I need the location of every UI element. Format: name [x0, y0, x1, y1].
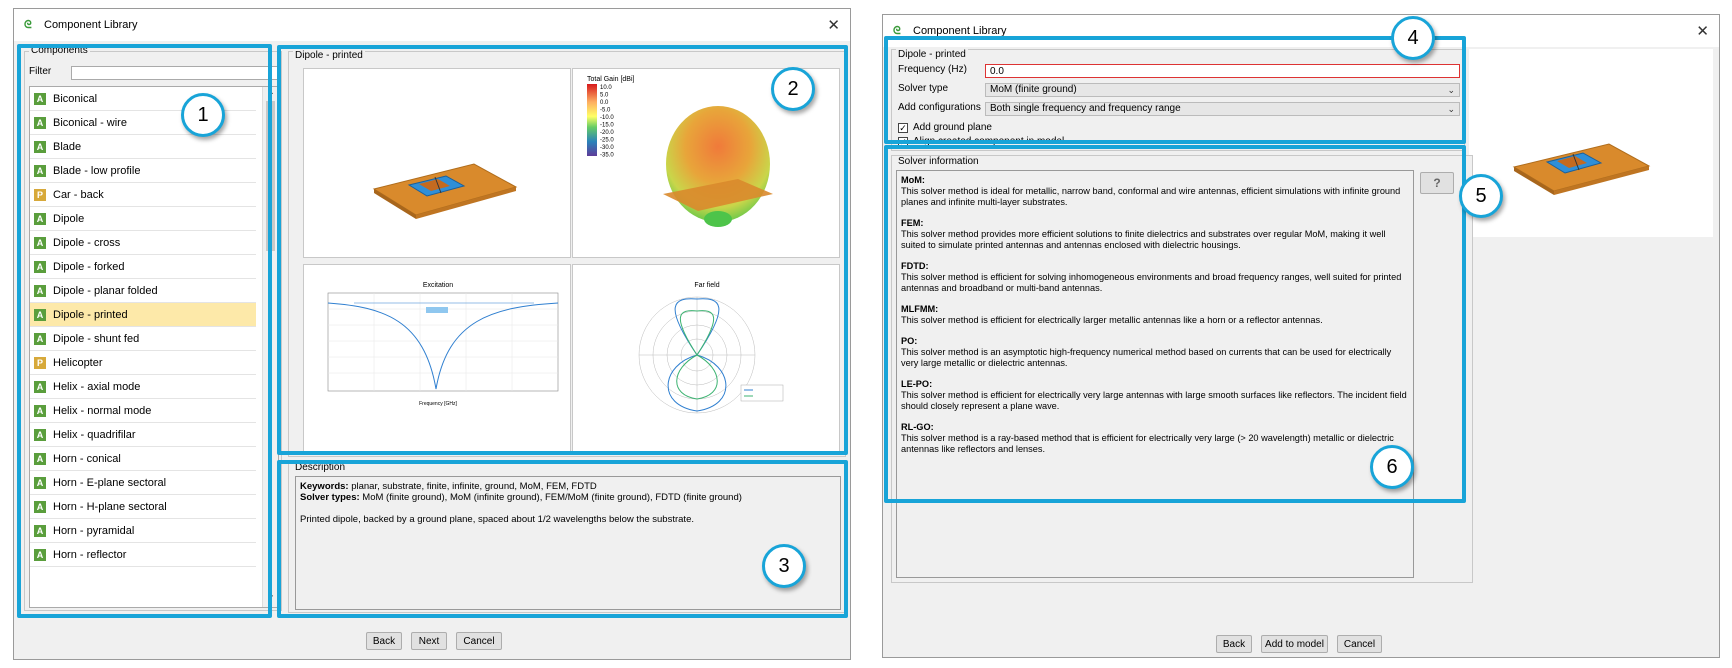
solver-method-name: MoM: — [901, 175, 925, 185]
component-library-dialog-left — [13, 8, 851, 660]
solver-method — [901, 175, 1409, 208]
gain-tick-label: 10.0 — [600, 85, 612, 91]
list-scrollbar[interactable] — [262, 87, 278, 607]
scroll-up-icon[interactable]: ▲ — [266, 87, 275, 96]
list-item-label: Car - back — [53, 188, 104, 201]
callout-4: 4 — [1391, 16, 1435, 60]
solver-type-label: Solver type — [898, 83, 949, 94]
align-component-label: Align created component in model — [913, 136, 1065, 147]
gain-colorbar-title: Total Gain [dBi] — [587, 76, 635, 83]
list-item-label: Horn - pyramidal — [53, 524, 135, 537]
antenna-icon: A — [34, 549, 46, 561]
solver-method-text: This solver method is ideal for metallic, narrow band, conformal and wire antennas, efficient simulations with infinite ground planes and infinite multi-layer substrates. — [901, 186, 1401, 207]
solver-method-text: This solver method is an asymptotic high-frequency numerical method based on currents that can be used for electrically very large metallic or dielectric antennas. — [901, 347, 1392, 368]
solver-method-text: This solver method is efficient for electrically larger metallic antennas like a horn or a reflector antennas. — [901, 315, 1323, 325]
antenna-icon: A — [34, 261, 46, 273]
list-item-label: Horn - E-plane sectoral — [53, 476, 167, 489]
list-item-label: Biconical - wire — [53, 116, 127, 129]
add-to-model-button[interactable]: Add to model — [1261, 635, 1328, 653]
components-group-label: Components — [31, 45, 88, 56]
gain-tick-label: 0.0 — [600, 100, 609, 106]
list-item[interactable] — [30, 303, 256, 327]
antenna-icon: A — [34, 453, 46, 465]
app-logo-icon: ᘓ — [24, 19, 32, 31]
chevron-down-icon: ⌄ — [1447, 104, 1455, 114]
description-box — [295, 476, 841, 610]
list-item-label: Blade - low profile — [53, 164, 141, 177]
filter-input[interactable] — [71, 66, 279, 80]
list-item-label: Horn - H-plane sectoral — [53, 500, 167, 513]
model-preview — [1469, 49, 1713, 237]
dialog-title: Component Library — [913, 25, 1007, 37]
geometry-preview — [303, 68, 571, 258]
model-preview-image — [1469, 49, 1713, 237]
list-item[interactable] — [30, 423, 256, 447]
component-list — [29, 86, 279, 608]
frequency-input[interactable] — [985, 64, 1460, 78]
list-item[interactable] — [30, 447, 256, 471]
solver-info-group-label: Solver information — [898, 156, 979, 167]
checkbox-checked-icon: ✓ — [899, 136, 907, 147]
list-item-label: Dipole — [53, 212, 85, 225]
solver-method — [901, 304, 1409, 326]
solver-method-text: This solver method is a ray-based method that is efficient for electrically very large (> 20 wavelength) metallic or dielectric antennas like reflectors and lenses. — [901, 433, 1394, 454]
scroll-down-icon[interactable]: ▼ — [266, 593, 275, 602]
antenna-icon: A — [34, 525, 46, 537]
solver-types-value: MoM (finite ground), MoM (infinite ground), FEM/MoM (finite ground), FDTD (finite ground) — [359, 492, 742, 503]
antenna-icon: A — [34, 93, 46, 105]
chevron-down-icon: ⌄ — [1447, 85, 1455, 95]
add-config-label: Add configurations — [898, 102, 981, 113]
list-item[interactable] — [30, 135, 256, 159]
antenna-icon: A — [34, 117, 46, 129]
description-text: Printed dipole, backed by a ground plane, spaced about 1/2 wavelengths below the substrate. — [300, 514, 694, 525]
solver-method — [901, 261, 1409, 294]
geometry-image — [304, 69, 572, 259]
list-item[interactable] — [30, 471, 256, 495]
add-ground-plane-label: Add ground plane — [913, 122, 992, 133]
solver-method-name: PO: — [901, 336, 918, 346]
list-item-label: Helix - quadrifilar — [53, 428, 136, 441]
solver-method — [901, 422, 1409, 455]
solver-method-name: LE-PO: — [901, 379, 933, 389]
antenna-icon: A — [34, 405, 46, 417]
checkbox-checked-icon: ✓ — [899, 122, 907, 133]
solver-method-text: This solver method is efficient for electrically very large antennas with large smooth surfaces like reflectors. The incident field should closely represent a plane wave. — [901, 390, 1407, 411]
solver-info-group — [891, 155, 1473, 583]
list-item[interactable] — [30, 543, 256, 567]
dipole-config-group — [891, 49, 1465, 151]
solver-method — [901, 218, 1409, 251]
list-item-label: Horn - conical — [53, 452, 121, 465]
frequency-label: Frequency (Hz) — [898, 64, 967, 75]
platform-icon: P — [34, 189, 46, 201]
list-item-label: Dipole - cross — [53, 236, 121, 249]
title-bar — [14, 9, 850, 41]
component-list-items — [30, 87, 256, 567]
list-item[interactable] — [30, 255, 256, 279]
scroll-thumb[interactable] — [266, 101, 275, 251]
antenna-icon: A — [34, 429, 46, 441]
list-item-label: Dipole - planar folded — [53, 284, 158, 297]
solver-info-text — [896, 170, 1414, 578]
add-ground-plane-checkbox[interactable] — [898, 122, 992, 133]
antenna-icon: A — [34, 333, 46, 345]
list-item[interactable] — [30, 183, 256, 207]
solver-method-name: FDTD: — [901, 261, 929, 271]
antenna-icon: A — [34, 381, 46, 393]
list-item[interactable] — [30, 519, 256, 543]
solver-method-name: RL-GO: — [901, 422, 934, 432]
gain-tick-label: -30.0 — [600, 145, 614, 151]
list-item[interactable] — [30, 399, 256, 423]
list-item[interactable] — [30, 279, 256, 303]
solver-method — [901, 379, 1409, 412]
solver-types-label: Solver types: — [300, 492, 360, 503]
cancel-button[interactable]: Cancel — [456, 632, 502, 650]
back-button[interactable]: Back — [366, 632, 402, 650]
cancel-button[interactable]: Cancel — [1337, 635, 1382, 653]
help-button[interactable] — [1420, 172, 1454, 194]
gain-tick-label: -20.0 — [600, 130, 614, 136]
description-group — [288, 463, 846, 613]
title-bar — [883, 15, 1719, 47]
solver-method-name: FEM: — [901, 218, 924, 228]
callout-2: 2 — [771, 67, 815, 111]
component-library-dialog-right — [882, 14, 1720, 658]
list-item-label: Biconical — [53, 92, 98, 105]
solver-type-value: MoM (finite ground) — [990, 84, 1077, 95]
filter-label: Filter — [29, 66, 52, 77]
list-item-label: Blade — [53, 140, 82, 153]
antenna-icon: A — [34, 213, 46, 225]
solver-method-name: MLFMM: — [901, 304, 939, 314]
solver-method — [901, 336, 1409, 369]
preview-group — [288, 51, 846, 457]
list-item[interactable] — [30, 327, 256, 351]
antenna-icon: A — [34, 165, 46, 177]
gain-tick-label: 5.0 — [600, 92, 609, 99]
list-item-label: Dipole - printed — [53, 308, 128, 321]
farfield-title: Far field — [694, 282, 720, 289]
gain-tick-label: -25.0 — [600, 137, 614, 144]
keywords-label: Keywords: — [300, 481, 349, 492]
list-item-label: Horn - reflector — [53, 548, 127, 561]
list-item-label: Dipole - shunt fed — [53, 332, 140, 345]
callout-6: 6 — [1370, 445, 1414, 489]
close-icon[interactable]: ✕ — [827, 17, 840, 34]
list-item[interactable] — [30, 375, 256, 399]
solver-method-text: This solver method is efficient for solving inhomogeneous environments and broad frequency ranges, well suited for printed antennas and broadband or multi-band antennas. — [901, 272, 1402, 293]
next-button[interactable]: Next — [411, 632, 447, 650]
solver-type-select[interactable] — [985, 83, 1460, 97]
add-config-value: Both single frequency and frequency range — [990, 103, 1181, 114]
config-group-label: Dipole - printed — [898, 49, 966, 60]
callout-3: 3 — [762, 544, 806, 588]
platform-icon: P — [34, 357, 46, 369]
svg-text:Frequency [GHz]: Frequency [GHz] — [419, 401, 457, 407]
antenna-icon: A — [34, 501, 46, 513]
antenna-icon: A — [34, 309, 46, 321]
excitation-title: Excitation — [422, 282, 454, 289]
callout-1: 1 — [181, 93, 225, 137]
gain-tick-label: -35.0 — [600, 152, 614, 159]
antenna-icon: A — [34, 237, 46, 249]
list-item-label: Dipole - forked — [53, 260, 125, 273]
keywords-value: planar, substrate, finite, infinite, ground, MoM, FEM, FDTD — [348, 481, 597, 492]
antenna-icon: A — [34, 141, 46, 153]
description-group-label: Description — [295, 462, 346, 473]
components-group — [24, 45, 282, 611]
preview-group-label: Dipole - printed — [295, 50, 363, 61]
list-item-label: Helicopter — [53, 356, 103, 369]
farfield-plot — [573, 265, 841, 455]
list-item-label: Helix - normal mode — [53, 404, 152, 417]
gain-tick-label: -5.0 — [600, 107, 611, 114]
align-component-checkbox[interactable] — [898, 136, 1064, 147]
list-item-label: Helix - axial mode — [53, 380, 141, 393]
help-icon: ? — [1433, 176, 1441, 190]
list-item[interactable] — [30, 159, 256, 183]
close-icon[interactable]: ✕ — [1696, 23, 1709, 40]
back-button[interactable]: Back — [1216, 635, 1252, 653]
gain-tick-label: -15.0 — [600, 122, 614, 129]
list-item[interactable] — [30, 231, 256, 255]
farfield-chart — [572, 264, 840, 454]
excitation-plot — [304, 265, 572, 455]
callout-5: 5 — [1459, 174, 1503, 218]
gain-tick-label: -10.0 — [600, 115, 614, 121]
solver-method-text: This solver method provides more efficient solutions to finite dielectrics and substrates over regular MoM, making it well suited to simulate printed antennas and antennas enclosed with dielectric housings. — [901, 229, 1386, 250]
list-item[interactable] — [30, 207, 256, 231]
antenna-icon: A — [34, 285, 46, 297]
list-item[interactable] — [30, 495, 256, 519]
add-config-select[interactable] — [985, 102, 1460, 116]
list-item[interactable] — [30, 351, 256, 375]
excitation-chart — [303, 264, 571, 454]
app-logo-icon: ᘓ — [893, 25, 901, 37]
dialog-title: Component Library — [44, 19, 138, 31]
antenna-icon: A — [34, 477, 46, 489]
